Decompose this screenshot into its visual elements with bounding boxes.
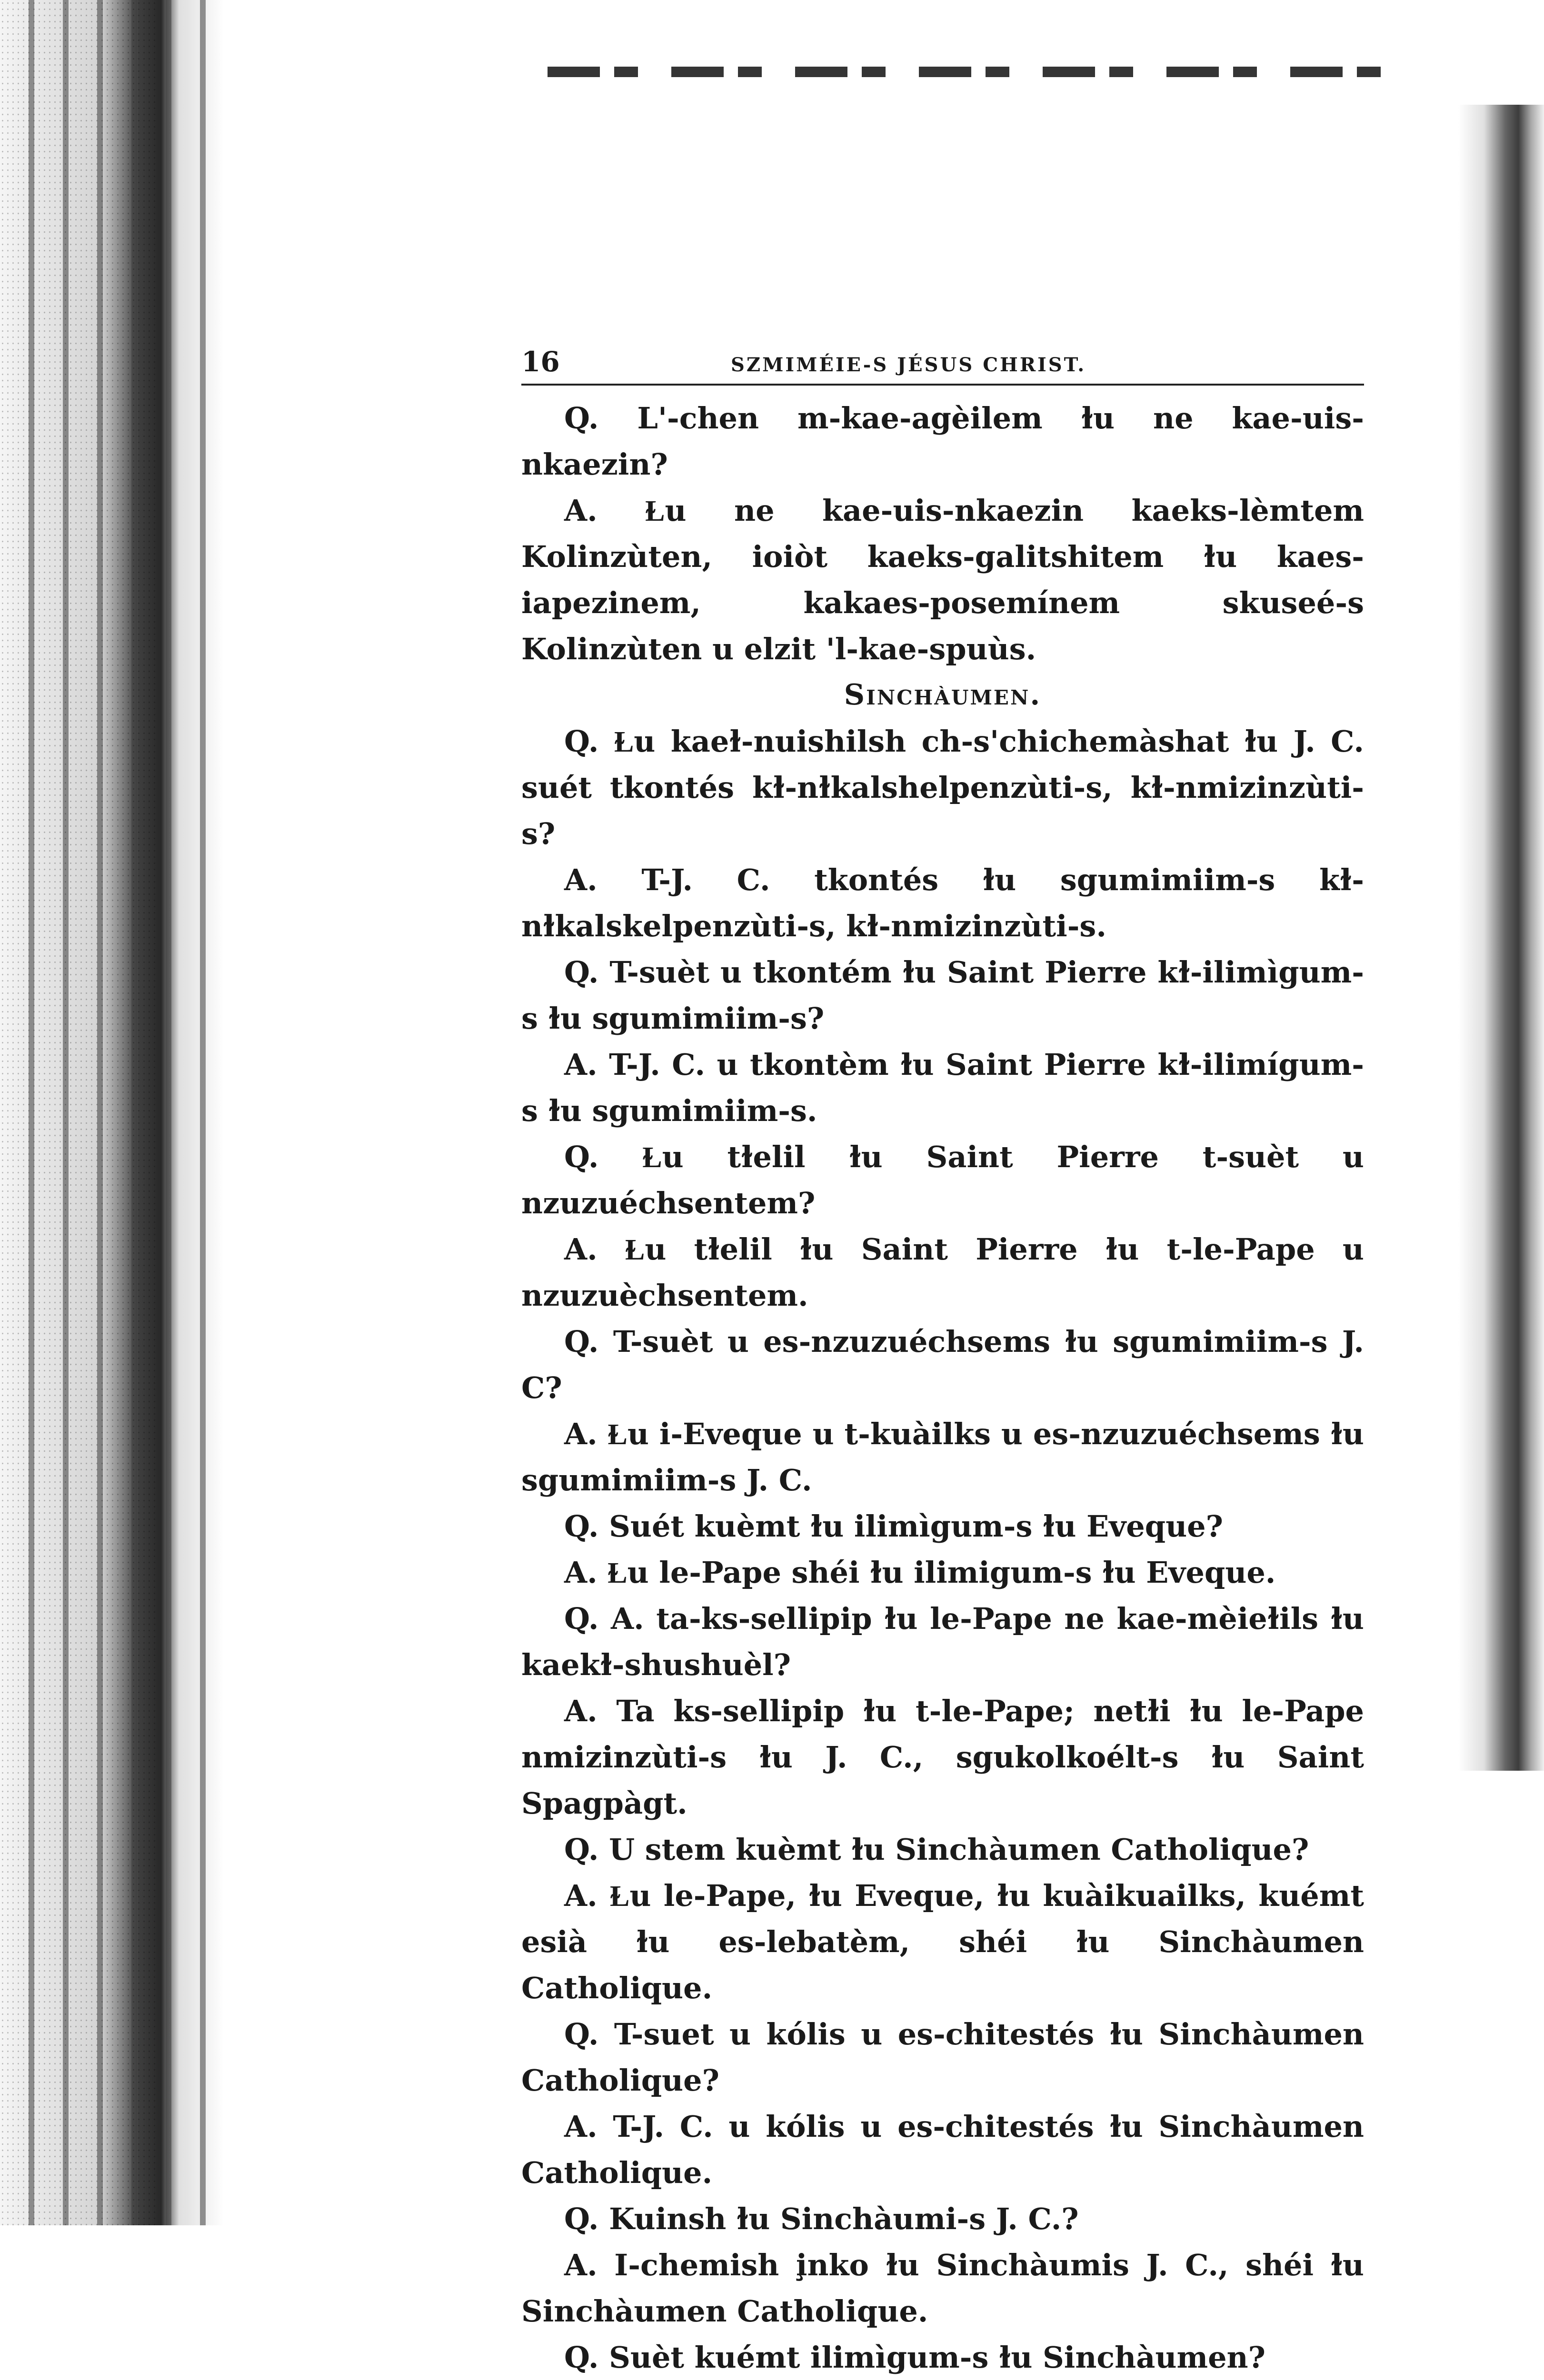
- paragraph: A. Ɫu le-Pape shéi ɫu ilimigum-s ɫu Eveque.: [564, 1555, 1276, 1590]
- scan-noise: [0, 0, 157, 2225]
- paragraph: A. Ɫu ne kae-uis-nkaezin kaeks-lèmtem Kolinzùten, ioiòt kaeks-galitshitem ɫu kaes-iapezinem, kakaes-posemínem skuseé-s Kolinzùten u elzit 'l-kae-spuùs.: [521, 493, 1364, 666]
- paragraph: A. Ta ks-sellipip ɫu t-le-Pape; netɫi ɫu le-Pape nmizinzùti-s ɫu J. C., sgukolkoélt-s ɫu Saint Spagpàgt.: [521, 1694, 1364, 1821]
- paragraph: Q. Suèt kuémt ilimìgum-s ɫu Sinchàumen?: [564, 2340, 1265, 2375]
- scan-top-artifact: [548, 67, 1405, 77]
- paragraph: A. I-chemish i̧nko ɫu Sinchàumis J. C., shéi ɫu Sinchàumen Catholique.: [521, 2248, 1364, 2329]
- page-edge-shadow: [1458, 105, 1544, 1771]
- book-page: [521, 343, 1364, 2380]
- paragraph: A. T-J. C. u kólis u es-chitestés ɫu Sinchàumen Catholique.: [521, 2109, 1364, 2190]
- paragraph: Q. U stem kuèmt ɫu Sinchàumen Catholique?: [564, 1832, 1309, 1867]
- paragraph: Q. L'-chen m-kae-agèilem ɫu ne kae-uis-nkaezin?: [521, 401, 1364, 482]
- paragraph: A. T-J. C. tkontés ɫu sgumimiim-s kɫ-nɫkalskelpenzùti-s, kɫ-nmizinzùti-s.: [521, 863, 1364, 943]
- paragraph: A. Ɫu le-Pape, ɫu Eveque, ɫu kuàikuailks, kuémt esià ɫu es-lebatèm, shéi ɫu Sinchàumen Catholique.: [521, 1878, 1364, 2005]
- paragraph: Q. Ɫu tɫelil ɫu Saint Pierre t-suèt u nzuzuéchsentem?: [521, 1140, 1364, 1220]
- paragraph: A. Ɫu i-Eveque u t-kuàilks u es-nzuzuéchsems ɫu sgumimiim-s J. C.: [521, 1417, 1364, 1497]
- paragraph: Q. Suét kuèmt ɫu ilimìgum-s ɫu Eveque?: [564, 1509, 1223, 1544]
- paragraph: Q. Ɫu kaeɫ-nuishilsh ch-s'chichemàshat ɫu J. C. suét tkontés kɫ-nɫkalshelpenzùti-s, kɫ-nmizinzùti-s?: [521, 724, 1364, 851]
- paragraph: Q. A. ta-ks-sellipip ɫu le-Pape ne kae-mèieɫils ɫu kaekɫ-shushuèl?: [521, 1601, 1364, 1682]
- running-head: [521, 343, 1364, 386]
- page-number: 16: [521, 346, 560, 378]
- paragraph: Q. T-suèt u es-nzuzuéchsems ɫu sgumimiim-s J. C?: [521, 1324, 1364, 1405]
- paragraph: Q. T-suet u kólis u es-chitestés ɫu Sinchàumen Catholique?: [521, 2017, 1364, 2098]
- section-heading: Sinchàumen.: [844, 678, 1042, 712]
- paragraph: A. Ɫu tɫelil ɫu Saint Pierre ɫu t-le-Pape u nzuzuèchsentem.: [521, 1232, 1364, 1313]
- running-title: SZMIMÉIE-S JÉSUS CHRIST.: [731, 354, 1086, 376]
- paragraph: A. T-J. C. u tkontèm ɫu Saint Pierre kɫ-ilimígum-s ɫu sgumimiim-s.: [521, 1047, 1364, 1128]
- paragraph: Q. Kuinsh ɫu Sinchàumi-s J. C.?: [564, 2202, 1079, 2236]
- paragraph: Q. T-suèt u tkontém ɫu Saint Pierre kɫ-ilimìgum-s ɫu sgumimiim-s?: [521, 955, 1364, 1036]
- body-text: [521, 395, 1364, 2380]
